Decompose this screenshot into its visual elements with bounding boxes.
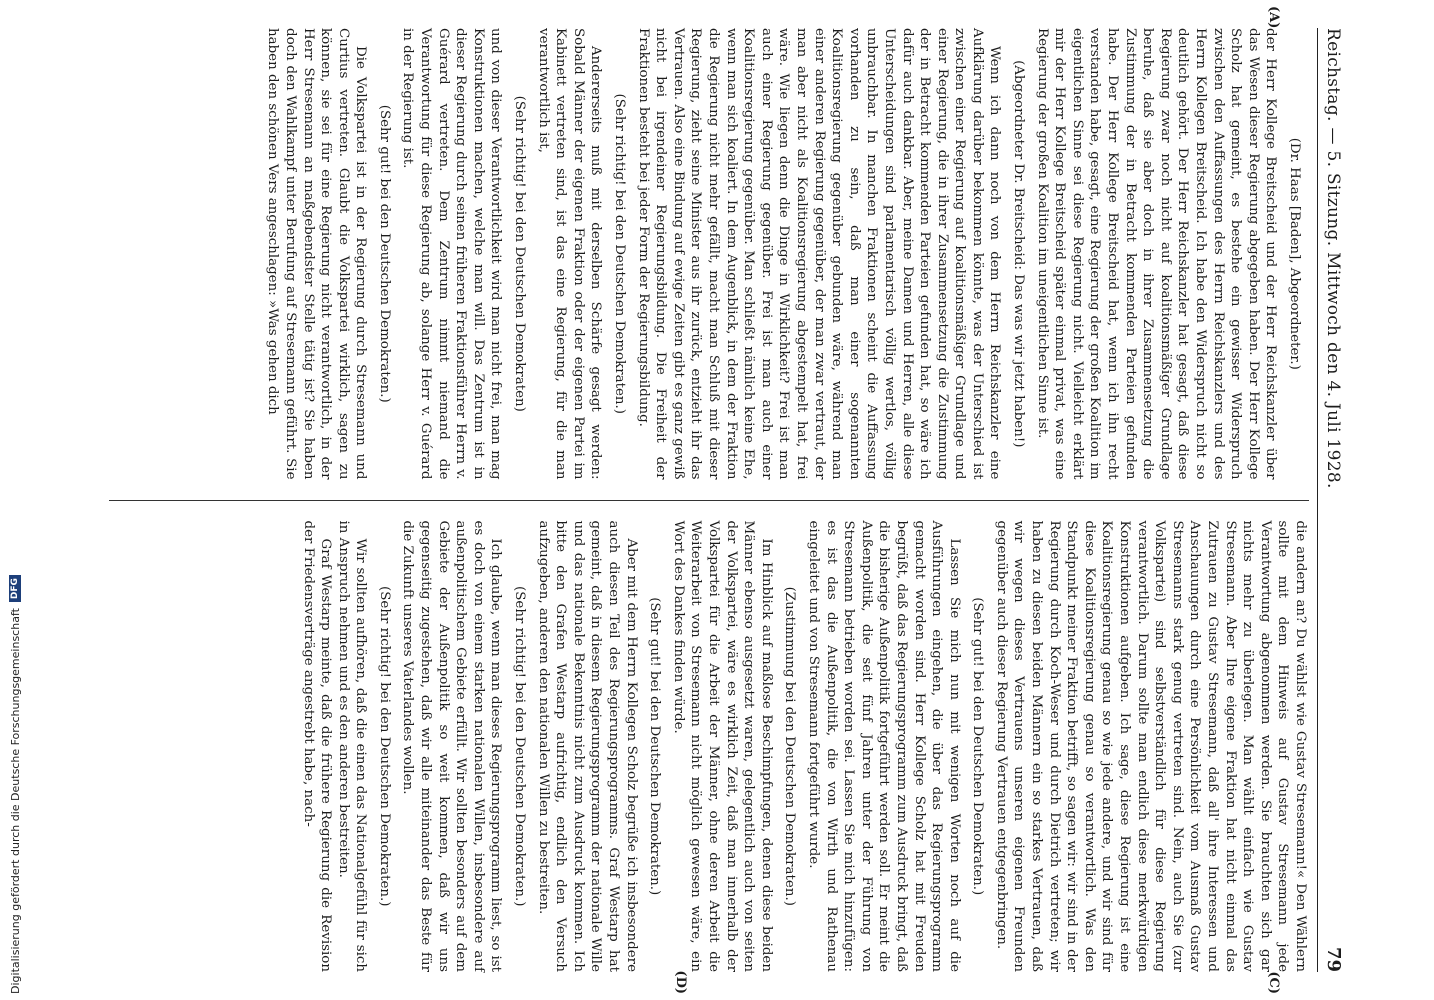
paragraph: die andern an? Du wählst wie Gustav Stresemann!« Den Wählern sollte mit dem Hinweis auf Gustav Stresemann jede Verantwortung abgenommen werden. Sie brauchten sich gar nichts mehr zu überlegen. Man wählt einfach wie Gustav Stresemann. Aber Ihre eigene Fraktion hat nicht einmal das Zutrauen zu Gustav Stresemann, daß all' ihre Interessen und Anschauungen durch eine Persönlichkeit vom Ausmaß Gustav Stresemanns stark genug vertreten sind. Nein, auch Sie (zur Volkspartei) sind selbstverständlich für diese Regierung verantwortlich. Darum sollte man endlich diese merkwürdigen Konstruktionen aufgeben. Ich sage, diese Regierung ist eine Koalitionsregierung genau so wie jede andere, und wir sind für diese Koalitionsregierung genau so verantwortlich. Was den Standpunkt meiner Fraktion betrifft, so sagen wir: wir sind in der Regierung durch Koch-Weser und durch Dietrich vertreten; wir haben zu diesen beiden Männern ein so starkes Vertrauen, daß wir wegen dieses Vertrauens unseren eigenen Freunden gegenüber auch dieser Regierung Vertrauen entgegenbringen.	[993, 520, 1308, 972]
interjection: (Sehr richtig! bei den Deutschen Demokraten.)	[376, 586, 392, 907]
page-number: 79	[1323, 946, 1344, 972]
interjection: (Sehr gut! bei den Deutschen Demokraten.)	[376, 104, 392, 403]
paragraph: der Herr Kollege Breitscheid und der Herr Reichskanzler über das Wesen dieser Regierung abgegeben haben. Der Herr Kollege Scholz hat gemeint, es bestehe ein gewisser Widerspruch zwischen den Auffassungen des Herrn Reichskanzlers und des Herrn Kollegen Breitscheid. Ich habe den Widerspruch nicht so deutlich gehört. Der Herr Reichskanzler hat gesagt, daß diese Regierung zwar noch nicht auf koalitionsmäßiger Grundlage beruhe, daß sie aber doch in ihrer Zusammensetzung die Zustimmung der in Betracht kommenden Parteien gefunden habe. Der Herr Kollege Breitscheid hat, wenn ich ihn recht verstanden habe, gesagt, eine Regierung der großen Koalition im eigentlichen Sinne sei diese Regierung nicht. Vielleicht erklärt mir der Herr Kollege Breitscheid später einmal privat, was eine Regierung der großen Koalition im uneigentlichen Sinne ist.	[1034, 28, 1279, 480]
interjection: (Sehr richtig! bei den Deutschen Demokraten)	[512, 95, 528, 412]
text-column-right	[109, 520, 1309, 994]
margin-marker-d: (D)	[673, 970, 688, 994]
page-header-title: Reichstag. — 5. Sitzung. Mittwoch den 4. Juli 1928.	[1323, 28, 1343, 489]
paragraph: Die Volkspartei ist in der Regierung durch Stresemann und Curtius vertreten. Glaubt die Volkspartei wirklich, sagen zu können, sie sei für eine Regierung nicht verantwortlich, in der Herr Stresemann an maßgebendster Stelle tätig ist? Sie haben doch den Wahlkampf unter Berufung auf Stresemann geführt. Sie haben den schönen Vers angeschlagen: »Was gehen dich	[265, 28, 369, 480]
interjection: (Sehr gut! bei den Deutschen Demokraten.)	[647, 597, 663, 896]
paragraph: Ich glaube, wenn man dieses Regierungsprogramm liest, so ist es doch von einem starken nationalen Willen, insbesondere auf außenpolitischem Gebiete erfüllt. Wir sollten besonders auf dem Gebiete der Außenpolitik so weit kommen, daß wir uns gegenseitig zugestehen, daß wir alle miteinander das Beste für die Zukunft unseres Vaterlandes wollen.	[400, 520, 504, 972]
digitization-credit	[4, 0, 26, 994]
paragraph: Aber mit dem Herrn Kollegen Scholz begrüße ich insbesondere auch diesen Teil des Regierungsprogramms. Graf Westarp hat gemeint, daß in diesem Regierungsprogramm der nationale Wille und das nationale Bekenntnis nicht zum Ausdruck kommen. Ich bitte den Grafen Westarp aufrichtig, endlich den Versuch aufzugeben, anderen den nationalen Willen zu bestreiten.	[535, 520, 639, 972]
interjection: (Sehr gut! bei den Deutschen Demokraten.)	[970, 597, 986, 896]
margin-marker-a: (A)	[1266, 6, 1281, 29]
rotated-document-page	[62, 0, 1362, 1000]
paragraph: Graf Westarp meinte, daß die frühere Regierung die Revision der Friedensverträge angestrebt habe, nach-	[300, 520, 334, 972]
column-divider	[109, 500, 1309, 501]
interjection: (Sehr richtig! bei den Deutschen Demokraten.)	[512, 586, 528, 907]
text-column-left	[109, 6, 1309, 480]
text-columns	[109, 6, 1309, 994]
paragraph: Andererseits muß mit derselben Schärfe gesagt werden: Sobald Männer der eigenen Fraktion oder der eigenen Partei im Kabinett vertreten sind, ist das eine Regierung, für die man verantwortlich ist,	[535, 28, 604, 480]
paragraph: Wenn ich dann noch von dem Herrn Reichskanzler eine Aufklärung darüber bekommen könnte, was der Unterschied ist zwischen einer Regierung auf koalitionsmäßiger Grundlage und einer Regierung, die in ihrer Zusammensetzung die Zustimmung der in Betracht kommenden Parteien gefunden hat, so wäre ich dafür auch dankbar. Aber, meine Damen und Herren, alle diese Unterscheidungen sind parlamentarisch völlig wertlos, völlig unbrauchbar. In manchen Fraktionen scheint die Auffassung vorhanden zu sein, daß man einer sogenannten Koalitionsregierung gegenüber gebunden wäre, während man einer anderen Regierung gegenüber, der man zwar vertraut, der man aber nicht als Koalitionsregierung abgestempelt hat, frei wäre. Wie liegen denn die Dinge in Wirklichkeit? Frei ist man auch einer Regierung gegenüber. Frei ist man auch einer Koalitionsregierung gegenüber. Man schließt nämlich keine Ehe, wenn man sich koaliert. In dem Augenblick, in dem der Fraktion die Regierung nicht mehr gefällt, macht man Schluß mit dieser Regierung, zieht seine Minister aus ihr zurück, entzieht ihr das Vertrauen. Also eine Bindung auf ewige Zeiten gibt es ganz gewiß nicht bei irgendeiner Regierungsbildung. Die Freiheit der Fraktionen besteht bei jeder Form der Regierungsbildung.	[635, 28, 1003, 480]
paragraph: Lassen Sie mich nun mit wenigen Worten noch auf die Ausführungen eingehen, die über das Regierungsprogramm gemacht worden sind. Herr Kollege Scholz hat mit Freuden begrüßt, daß das Regierungsprogramm zum Ausdruck bringt, daß die bisherige Außenpolitik fortgeführt werden soll. Er meint die Außenpolitik, die seit fünf Jahren unter der Führung von Stresemann betrieben worden sei. Lassen Sie mich hinzufügen: es ist das die Außenpolitik, die von Wirth und Rathenau eingeleitet und von Stresemann fortgeführt wurde.	[805, 520, 962, 972]
digitization-credit-text: Digitalisierung gefördert durch die Deutsche Forschungsgemeinschaft	[8, 608, 22, 994]
page-header	[1317, 28, 1344, 972]
paragraph: Im Hinblick auf maßlose Beschimpfungen, denen diese beiden Männer ebenso ausgesetzt waren, gelegentlich auch von seiten der Volkspartei, wäre es wirklich Zeit, daß man innerhalb der Volkspartei für die Arbeit der Männer, ohne deren Arbeit die Weiterarbeit von Stresemann nicht möglich gewesen wäre, ein Wort des Dankes finden würde.	[670, 520, 774, 972]
interjection: (Sehr richtig! bei den Deutschen Demokraten.)	[612, 93, 628, 414]
paragraph: Wir sollten aufhören, daß die einen das Nationalgefühl für sich in Anspruch nehmen und es den anderen bestreiten.	[335, 520, 369, 972]
paragraph: und von dieser Verantwortlichkeit wird man nicht frei, man mag Konstruktionen machen, welche man will. Das Zentrum ist in dieser Regierung durch seinen früheren Fraktionsführer Herrn v. Guérard vertreten. Dem Zentrum nimmt niemand die Verantwortung für diese Regierung ab, solange Herr v. Guérard in der Regierung ist.	[400, 28, 504, 480]
interjection: (Abgeordneter Dr. Breitscheid: Das was wir jetzt haben!)	[1011, 60, 1027, 448]
interjection: (Zustimmung bei den Deutschen Demokraten.)	[782, 586, 798, 906]
margin-marker-c: (C)	[1266, 971, 1281, 994]
speaker-line: (Dr. Haas [Baden], Abgeordneter.)	[1287, 137, 1302, 370]
dfg-logo: DFG	[9, 575, 21, 602]
